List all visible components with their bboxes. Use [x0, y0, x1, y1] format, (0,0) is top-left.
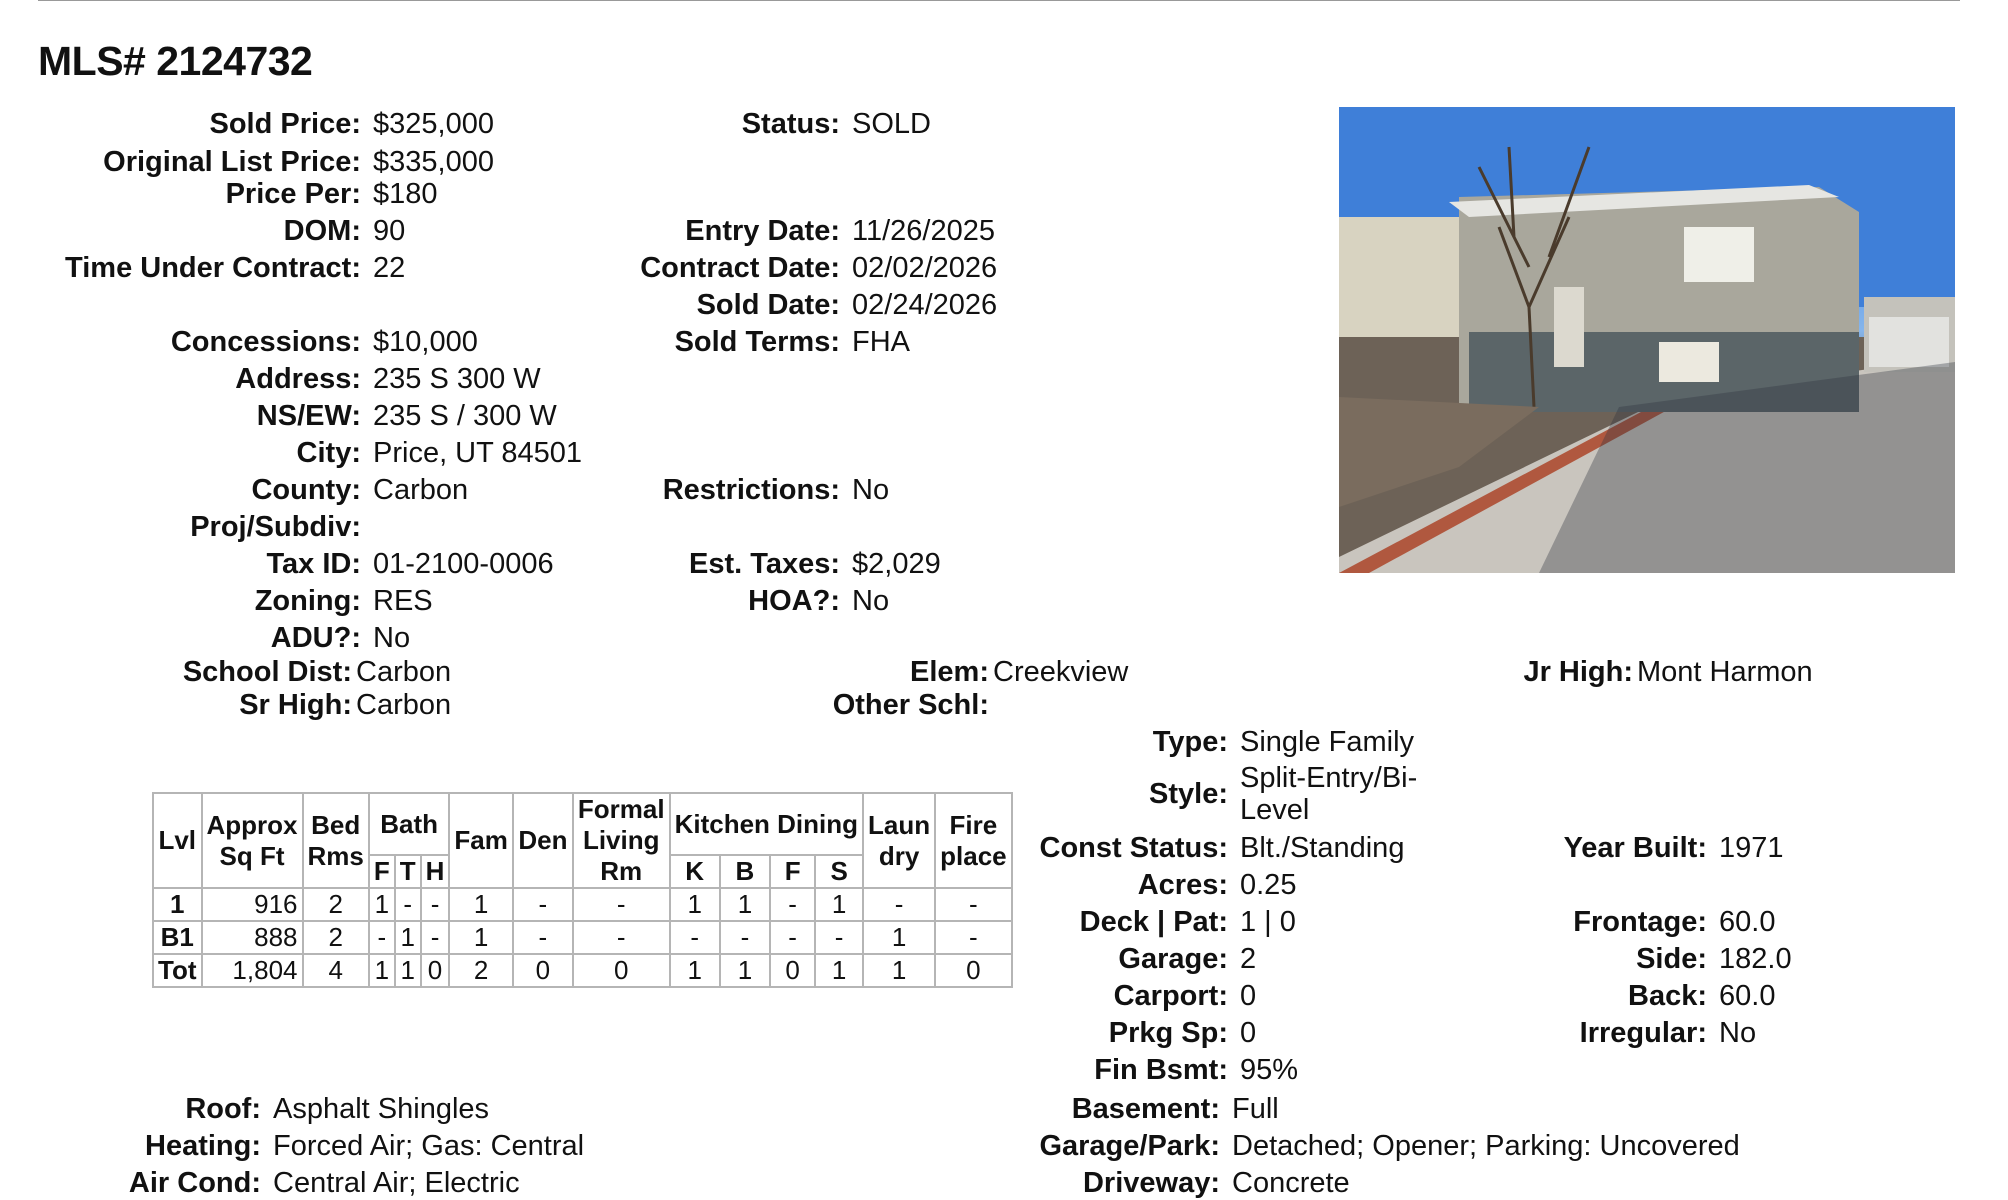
header-bath: Bath — [369, 793, 450, 855]
restrictions-field: Restrictions: No — [662, 474, 890, 506]
table-cell: 1 — [369, 954, 395, 987]
finished-basement-field: Fin Bsmt: 95% — [1094, 1054, 1299, 1086]
table-cell: 1 — [369, 888, 395, 921]
table-cell: - — [395, 888, 421, 921]
table-cell: 2 — [449, 954, 512, 987]
header-kitchen-dining: Kitchen Dining — [670, 793, 863, 855]
type-field: Type: Single Family — [1152, 726, 1415, 758]
table-cell: 888 — [202, 921, 303, 954]
table-cell: - — [935, 921, 1011, 954]
house-illustration — [1339, 107, 1955, 573]
header-laundry: Laun dry — [863, 793, 935, 888]
deck-patio-field: Deck | Pat: 1 | 0 — [1079, 906, 1296, 938]
table-cell: 0 — [935, 954, 1011, 987]
frontage-field: Frontage: 60.0 — [1573, 906, 1776, 938]
ns-ew-field: NS/EW: 235 S / 300 W — [256, 400, 557, 432]
subheader-formal-dining: F — [770, 855, 815, 888]
sold-terms-field: Sold Terms: FHA — [674, 326, 910, 358]
header-fireplace: Fire place — [935, 793, 1011, 888]
sr-high-field: Sr High: Carbon — [239, 689, 452, 721]
table-cell: - — [421, 921, 450, 954]
table-cell: - — [935, 888, 1011, 921]
table-cell: - — [573, 888, 670, 921]
adu-field: ADU?: No — [270, 622, 411, 654]
table-cell: 0 — [421, 954, 450, 987]
garage-field: Garage: 2 — [1118, 943, 1257, 975]
contract-date-field: Contract Date: 02/02/2026 — [640, 252, 998, 284]
table-cell: 2 — [303, 921, 369, 954]
table-cell: 1 — [449, 888, 512, 921]
dom-field: DOM: 90 — [283, 215, 406, 247]
driveway-field: Driveway: Concrete — [1082, 1167, 1350, 1199]
rooms-row-level-b1 — [153, 921, 1012, 954]
tax-id-field: Tax ID: 01-2100-0006 — [266, 548, 554, 580]
garage-park-field: Garage/Park: Detached; Opener; Parking: Uncovered — [1039, 1130, 1740, 1162]
const-status-field: Const Status: Blt./Standing — [1039, 832, 1405, 864]
est-taxes-field: Est. Taxes: $2,029 — [689, 548, 941, 580]
subheader-bath-three-quarter: T — [395, 855, 421, 888]
carport-field: Carport: 0 — [1113, 980, 1257, 1012]
table-cell: 0 — [513, 954, 573, 987]
table-cell: 1,804 — [202, 954, 303, 987]
zoning-field: Zoning: RES — [254, 585, 433, 617]
elem-field: Elem: Creekview — [910, 656, 1129, 688]
table-cell: 1 — [863, 921, 935, 954]
back-field: Back: 60.0 — [1628, 980, 1776, 1012]
table-cell: 1 — [670, 888, 720, 921]
sold-price-field: Sold Price: $325,000 — [209, 108, 494, 140]
table-cell: 1 — [449, 921, 512, 954]
table-cell: - — [815, 921, 863, 954]
concessions-field: Concessions: $10,000 — [170, 326, 478, 358]
header-fam: Fam — [449, 793, 512, 888]
table-cell: - — [863, 888, 935, 921]
table-cell: 0 — [573, 954, 670, 987]
table-cell: 1 — [720, 888, 770, 921]
table-cell: - — [513, 888, 573, 921]
table-cell: 1 — [815, 888, 863, 921]
table-cell: 1 — [863, 954, 935, 987]
table-cell: 0 — [770, 954, 815, 987]
table-cell: - — [573, 921, 670, 954]
table-cell: 916 — [202, 888, 303, 921]
side-field: Side: 182.0 — [1636, 943, 1792, 975]
table-cell: 1 — [670, 954, 720, 987]
table-cell: 2 — [303, 888, 369, 921]
table-cell: - — [421, 888, 450, 921]
roof-field: Roof: Asphalt Shingles — [185, 1093, 490, 1125]
table-cell: 1 — [153, 888, 202, 921]
irregular-field: Irregular: No — [1579, 1017, 1757, 1049]
time-under-contract-field: Time Under Contract: 22 — [65, 252, 406, 284]
year-built-field: Year Built: 1971 — [1563, 832, 1784, 864]
table-cell: - — [670, 921, 720, 954]
header-formal-living: Formal Living Rm — [573, 793, 670, 888]
sold-date-field: Sold Date: 02/24/2026 — [696, 289, 998, 321]
header-den: Den — [513, 793, 573, 888]
table-cell: 1 — [720, 954, 770, 987]
mls-number: MLS# 2124732 — [38, 38, 313, 84]
parking-spaces-field: Prkg Sp: 0 — [1108, 1017, 1257, 1049]
table-cell: 1 — [815, 954, 863, 987]
address-field: Address: 235 S 300 W — [235, 363, 541, 395]
style-value-line2: Level — [1240, 794, 1310, 826]
header-lvl: Lvl — [153, 793, 202, 888]
table-cell: 1 — [395, 954, 421, 987]
school-dist-field: School Dist: Carbon — [182, 656, 452, 688]
heating-field: Heating: Forced Air; Gas: Central — [145, 1130, 585, 1162]
basement-field: Basement: Full — [1071, 1093, 1279, 1125]
top-divider — [38, 0, 1960, 1]
table-cell: - — [369, 921, 395, 954]
rooms-row-level-1 — [153, 888, 1012, 921]
entry-date-field: Entry Date: 11/26/2025 — [685, 215, 995, 247]
subheader-breakfast: B — [720, 855, 770, 888]
price-per-field: Price Per: $180 — [225, 178, 438, 210]
rooms-row-total — [153, 954, 1012, 987]
subheader-kitchen: K — [670, 855, 720, 888]
table-cell: 4 — [303, 954, 369, 987]
table-cell: - — [770, 921, 815, 954]
table-cell: B1 — [153, 921, 202, 954]
air-cond-field: Air Cond: Central Air; Electric — [128, 1167, 520, 1199]
table-cell: 1 — [395, 921, 421, 954]
rooms-header-row — [153, 793, 1012, 855]
acres-field: Acres: 0.25 — [1137, 869, 1297, 901]
rooms-table — [152, 792, 1013, 988]
table-cell: Tot — [153, 954, 202, 987]
county-field: County: Carbon — [251, 474, 469, 506]
subheader-bath-full: F — [369, 855, 395, 888]
subheader-bath-half: H — [421, 855, 450, 888]
hoa-field: HOA?: No — [748, 585, 890, 617]
table-cell: - — [720, 921, 770, 954]
table-cell: - — [513, 921, 573, 954]
subheader-semi-formal: S — [815, 855, 863, 888]
property-photo — [1339, 107, 1955, 573]
city-field: City: Price, UT 84501 — [296, 437, 583, 469]
header-bed: Bed Rms — [303, 793, 369, 888]
original-list-price-field: Original List Price: $335,000 — [103, 146, 494, 178]
status-field: Status: SOLD — [741, 108, 931, 140]
header-sqft: Approx Sq Ft — [202, 793, 303, 888]
style-value-line1: Split-Entry/Bi- — [1240, 762, 1418, 794]
table-cell: - — [770, 888, 815, 921]
jr-high-field: Jr High: Mont Harmon — [1523, 656, 1813, 688]
